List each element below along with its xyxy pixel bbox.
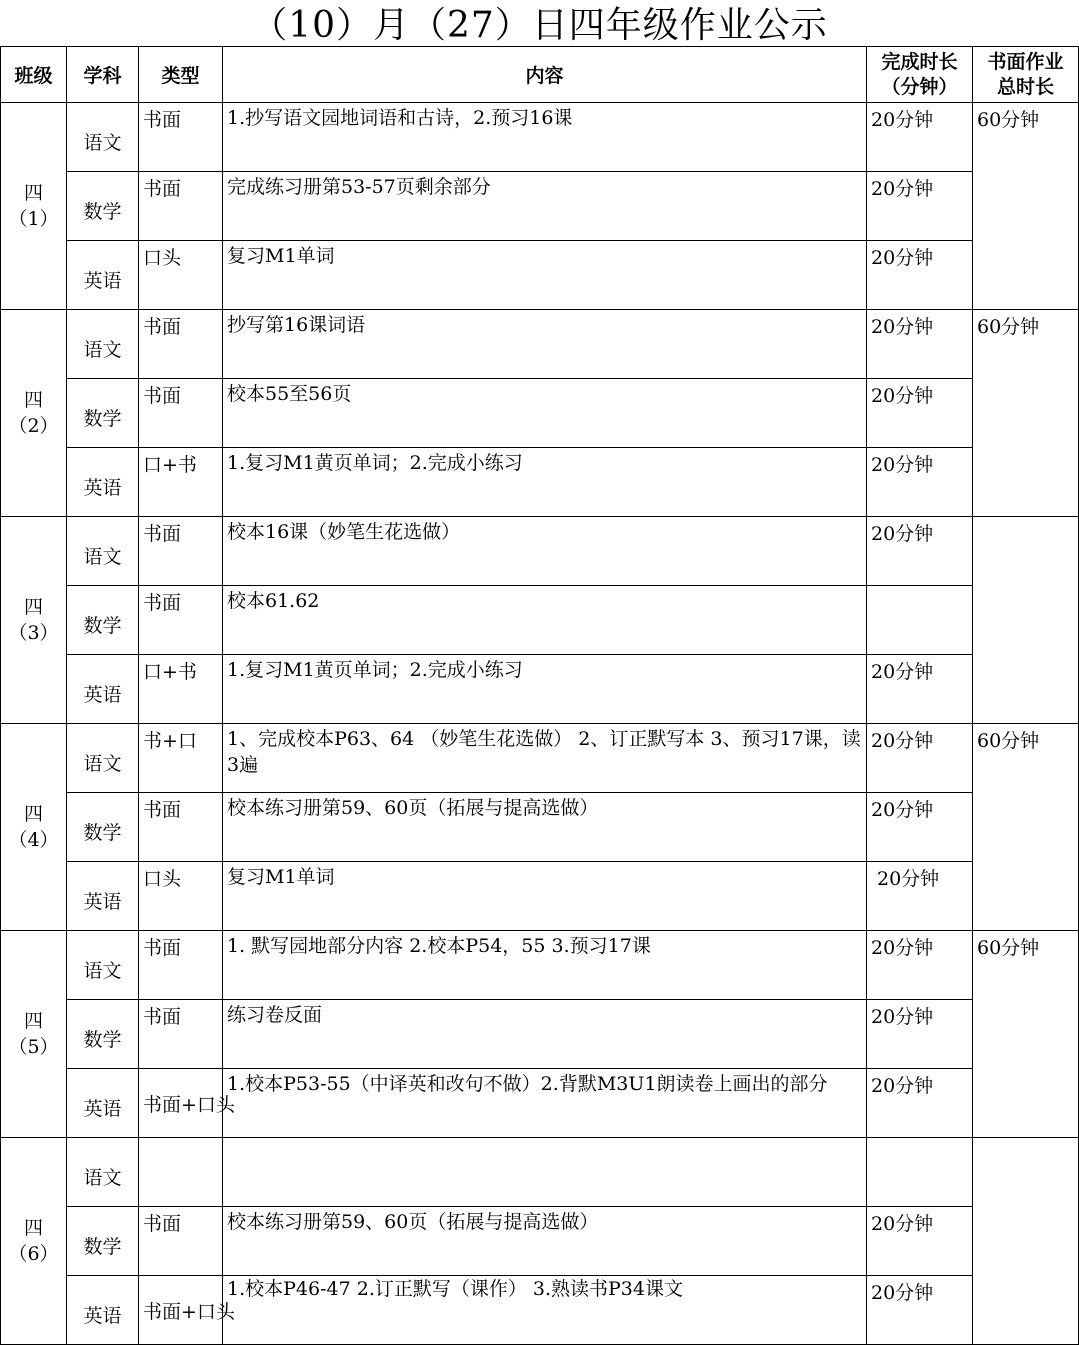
duration-cell: 20分钟 xyxy=(867,655,973,724)
subject-cell: 数学 xyxy=(67,1000,139,1069)
class-cell xyxy=(1,517,67,724)
class-cell xyxy=(1,103,67,310)
type-cell: 书面 xyxy=(139,931,223,1000)
type-cell: 口头 xyxy=(139,862,223,931)
table-row xyxy=(1,1069,1079,1138)
content-cell: 校本16课（妙笔生花选做） xyxy=(223,517,867,586)
class-name: 四 xyxy=(23,1010,43,1032)
total-cell: 60分钟 xyxy=(973,724,1079,931)
duration-cell: 20分钟 xyxy=(867,862,973,931)
table-row xyxy=(1,379,1079,448)
table-row xyxy=(1,448,1079,517)
page-title: （10）月（27）日四年级作业公示 xyxy=(251,5,828,46)
content-cell: 完成练习册第53-57页剩余部分 xyxy=(223,172,867,241)
subject-cell: 数学 xyxy=(67,379,139,448)
type-cell: 口+书 xyxy=(139,655,223,724)
class-number: （2） xyxy=(8,415,59,437)
subject-cell: 数学 xyxy=(67,586,139,655)
content-cell: 1、完成校本P63、64 （妙笔生花选做） 2、订正默写本 3、预习17课，读3遍 xyxy=(223,724,867,793)
class-cell xyxy=(1,931,67,1138)
content-cell: 抄写第16课词语 xyxy=(223,310,867,379)
duration-cell: 20分钟 xyxy=(867,1276,973,1345)
header-class: 班级 xyxy=(1,47,67,103)
class-cell xyxy=(1,1138,67,1345)
subject-cell: 语文 xyxy=(67,724,139,793)
type-cell xyxy=(139,1138,223,1207)
class-number: （5） xyxy=(8,1036,59,1058)
duration-cell: 20分钟 xyxy=(867,103,973,172)
table-row xyxy=(1,517,1079,586)
subject-cell: 数学 xyxy=(67,172,139,241)
duration-cell xyxy=(867,586,973,655)
table-row xyxy=(1,586,1079,655)
content-cell: 1.校本P53-55（中译英和改句不做）2.背默M3U1朗读卷上画出的部分 xyxy=(223,1069,867,1138)
table-row xyxy=(1,1138,1079,1207)
subject-cell: 数学 xyxy=(67,1207,139,1276)
content-cell: 练习卷反面 xyxy=(223,1000,867,1069)
content-cell: 1.复习M1黄页单词；2.完成小练习 xyxy=(223,655,867,724)
content-cell: 校本55至56页 xyxy=(223,379,867,448)
subject-cell: 数学 xyxy=(67,793,139,862)
type-cell: 书面 xyxy=(139,1207,223,1276)
content-cell: 复习M1单词 xyxy=(223,862,867,931)
subject-cell: 英语 xyxy=(67,241,139,310)
table-row xyxy=(1,724,1079,793)
table-row xyxy=(1,931,1079,1000)
duration-cell: 20分钟 xyxy=(867,1069,973,1138)
duration-cell: 20分钟 xyxy=(867,517,973,586)
class-cell xyxy=(1,724,67,931)
content-cell: 复习M1单词 xyxy=(223,241,867,310)
table-row xyxy=(1,1276,1079,1345)
duration-cell: 20分钟 xyxy=(867,724,973,793)
type-cell: 书面 xyxy=(139,586,223,655)
duration-cell: 20分钟 xyxy=(867,172,973,241)
class-number: （6） xyxy=(8,1243,59,1265)
type-cell: 书面 xyxy=(139,379,223,448)
header-total-line1: 书面作业 xyxy=(987,50,1064,73)
subject-cell: 英语 xyxy=(67,655,139,724)
table-row xyxy=(1,793,1079,862)
class-number: （1） xyxy=(8,208,59,230)
subject-cell: 语文 xyxy=(67,103,139,172)
table-row xyxy=(1,241,1079,310)
type-cell: 书+口 xyxy=(139,724,223,793)
table-row xyxy=(1,103,1079,172)
subject-cell: 语文 xyxy=(67,1138,139,1207)
duration-cell xyxy=(867,1138,973,1207)
subject-cell: 英语 xyxy=(67,1069,139,1138)
table-row xyxy=(1,172,1079,241)
header-duration-line1: 完成时长 xyxy=(881,50,958,73)
duration-cell: 20分钟 xyxy=(867,931,973,1000)
subject-cell: 英语 xyxy=(67,862,139,931)
class-name: 四 xyxy=(23,596,43,618)
duration-cell: 20分钟 xyxy=(867,241,973,310)
class-name: 四 xyxy=(23,182,43,204)
subject-cell: 语文 xyxy=(67,931,139,1000)
type-cell: 书面 xyxy=(139,172,223,241)
type-cell: 口头 xyxy=(139,241,223,310)
class-name: 四 xyxy=(23,1217,43,1239)
table-row xyxy=(1,1000,1079,1069)
header-subject: 学科 xyxy=(67,47,139,103)
header-type: 类型 xyxy=(139,47,223,103)
total-cell xyxy=(973,517,1079,724)
header-row xyxy=(1,47,1079,103)
subject-cell: 英语 xyxy=(67,1276,139,1345)
class-cell xyxy=(1,310,67,517)
table-row xyxy=(1,862,1079,931)
content-cell: 校本练习册第59、60页（拓展与提高选做） xyxy=(223,793,867,862)
header-duration-line2: （分钟） xyxy=(881,75,958,98)
duration-cell: 20分钟 xyxy=(867,379,973,448)
duration-cell: 20分钟 xyxy=(867,1207,973,1276)
header-content: 内容 xyxy=(223,47,867,103)
total-cell: 60分钟 xyxy=(973,103,1079,310)
duration-cell: 20分钟 xyxy=(867,1000,973,1069)
table-row xyxy=(1,310,1079,379)
header-duration xyxy=(867,47,973,103)
content-cell: 校本61.62 xyxy=(223,586,867,655)
homework-table xyxy=(0,46,1079,1345)
subject-cell: 语文 xyxy=(67,517,139,586)
type-cell: 书面 xyxy=(139,1000,223,1069)
type-cell: 书面 xyxy=(139,517,223,586)
total-cell: 60分钟 xyxy=(973,310,1079,517)
content-cell: 1.抄写语文园地词语和古诗，2.预习16课 xyxy=(223,103,867,172)
duration-cell: 20分钟 xyxy=(867,448,973,517)
subject-cell: 英语 xyxy=(67,448,139,517)
duration-cell: 20分钟 xyxy=(867,310,973,379)
type-cell: 口+书 xyxy=(139,448,223,517)
content-cell: 1. 默写园地部分内容 2.校本P54，55 3.预习17课 xyxy=(223,931,867,1000)
content-cell: 校本练习册第59、60页（拓展与提高选做） xyxy=(223,1207,867,1276)
class-name: 四 xyxy=(23,389,43,411)
class-number: （3） xyxy=(8,622,59,644)
table-row xyxy=(1,655,1079,724)
type-cell: 书面 xyxy=(139,793,223,862)
content-cell: 1.校本P46-47 2.订正默写（课作） 3.熟读书P34课文 xyxy=(223,1276,867,1345)
total-cell xyxy=(973,1138,1079,1345)
content-cell: 1.复习M1黄页单词；2.完成小练习 xyxy=(223,448,867,517)
type-cell: 书面+口头 xyxy=(139,1069,223,1138)
header-total-line2: 总时长 xyxy=(996,75,1054,98)
header-total xyxy=(973,47,1079,103)
duration-cell: 20分钟 xyxy=(867,793,973,862)
subject-cell: 语文 xyxy=(67,310,139,379)
total-cell: 60分钟 xyxy=(973,931,1079,1138)
class-number: （4） xyxy=(8,829,59,851)
type-cell: 书面+口头 xyxy=(139,1276,223,1345)
type-cell: 书面 xyxy=(139,310,223,379)
class-name: 四 xyxy=(23,803,43,825)
table-row xyxy=(1,1207,1079,1276)
content-cell xyxy=(223,1138,867,1207)
type-cell: 书面 xyxy=(139,103,223,172)
